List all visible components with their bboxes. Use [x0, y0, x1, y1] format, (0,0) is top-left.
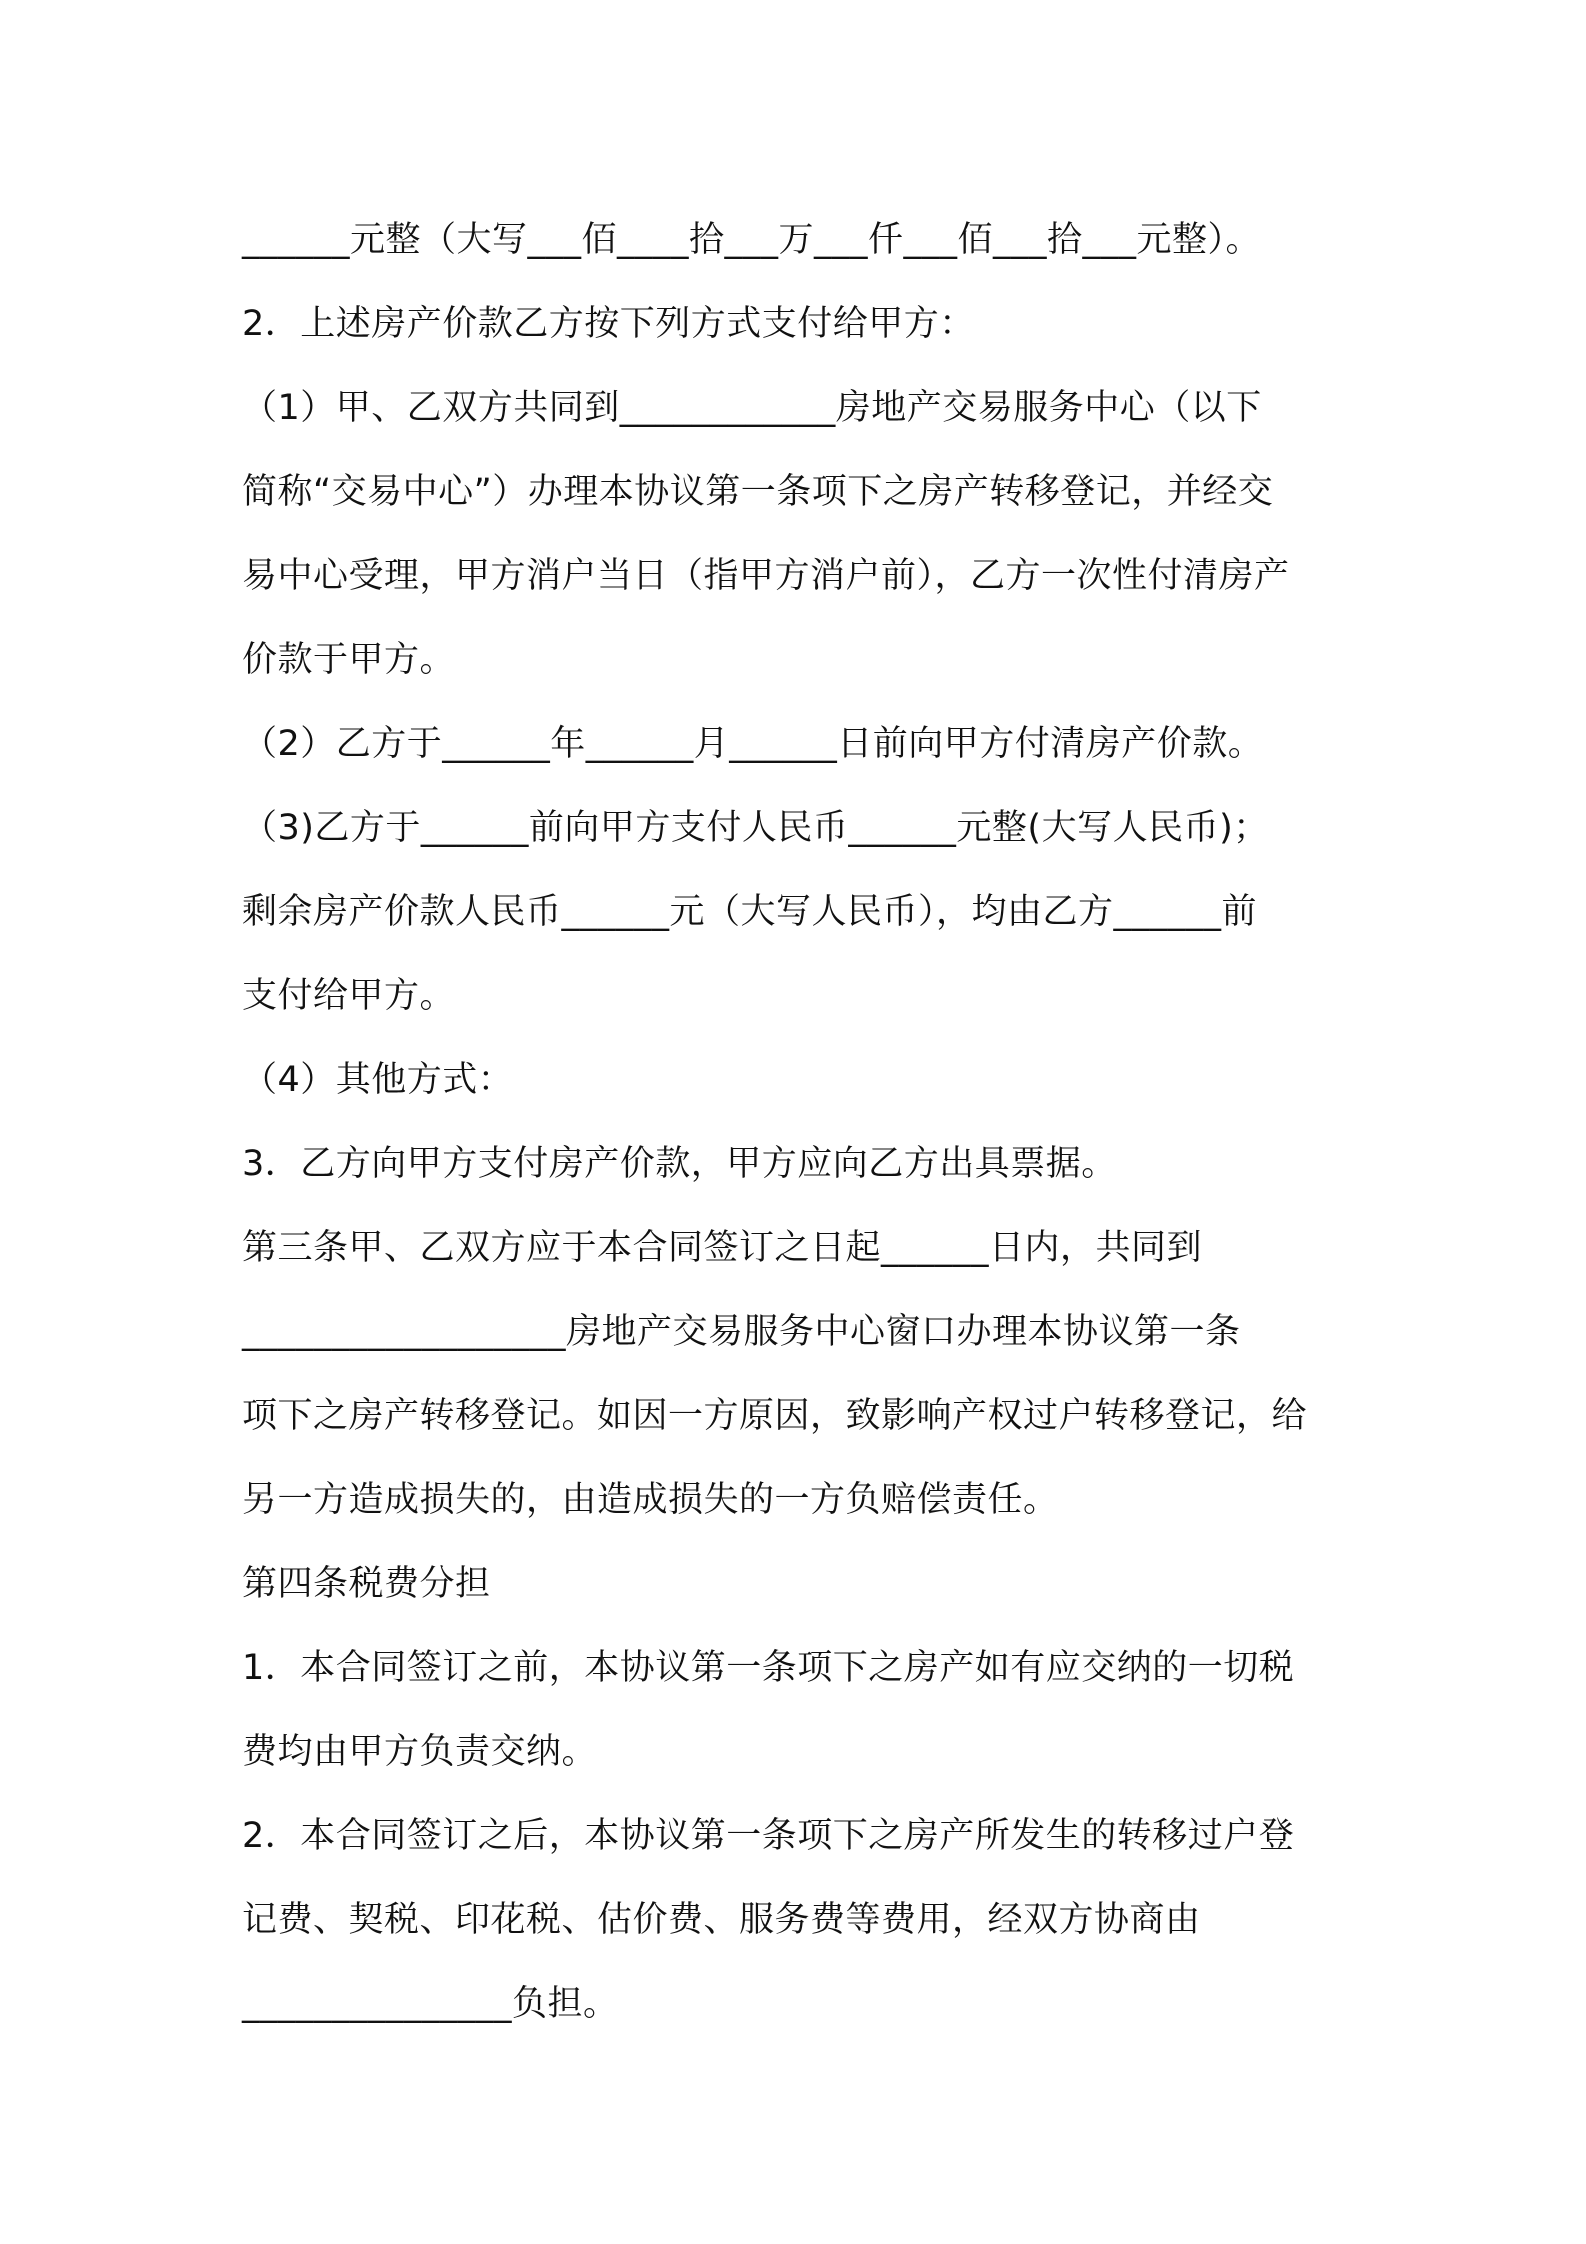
- text-line-22: _______________负担。: [242, 1984, 619, 2024]
- text-line-8: （3)乙方于______前向甲方支付人民币______元整(大写人民币)；: [242, 808, 1269, 848]
- text-line-13: 第三条甲、乙双方应于本合同签订之日起______日内，共同到: [242, 1228, 1203, 1268]
- text-line-14: __________________房地产交易服务中心窗口办理本协议第一条: [242, 1312, 1241, 1352]
- text-line-2: 2．上述房产价款乙方按下列方式支付给甲方：: [242, 304, 975, 344]
- text-line-20: 2．本合同签订之后，本协议第一条项下之房产所发生的转移过户登: [242, 1816, 1295, 1856]
- document-body: [242, 198, 1362, 2046]
- text-line-6: 价款于甲方。: [242, 640, 456, 680]
- text-line-18: 1．本合同签订之前，本协议第一条项下之房产如有应交纳的一切税: [242, 1648, 1295, 1688]
- text-line-19: 费均由甲方负责交纳。: [242, 1732, 598, 1772]
- text-line-15: 项下之房产转移登记。如因一方原因，致影响产权过户转移登记，给: [242, 1396, 1308, 1436]
- text-line-9: 剩余房产价款人民币______元（大写人民币），均由乙方______前: [242, 892, 1258, 932]
- text-line-10: 支付给甲方。: [242, 976, 456, 1016]
- text-line-12: 3．乙方向甲方支付房产价款，甲方应向乙方出具票据。: [242, 1144, 1117, 1184]
- text-line-16: 另一方造成损失的，由造成损失的一方负赔偿责任。: [242, 1480, 1059, 1520]
- text-line-11: （4）其他方式：: [242, 1060, 514, 1100]
- text-line-21: 记费、契税、印花税、估价费、服务费等费用，经双方协商由: [242, 1900, 1201, 1940]
- text-line-17: 第四条税费分担: [242, 1564, 491, 1604]
- text-line-5: 易中心受理，甲方消户当日（指甲方消户前），乙方一次性付清房产: [242, 556, 1290, 596]
- text-line-4: 简称“交易中心”）办理本协议第一条项下之房产转移登记，并经交: [242, 472, 1274, 512]
- text-line-1: ______元整（大写___佰____拾___万___仟___佰___拾___元整）。: [242, 220, 1262, 260]
- text-line-7: （2）乙方于______年______月______日前向甲方付清房产价款。: [242, 724, 1264, 764]
- text-line-3: （1）甲、乙双方共同到____________房地产交易服务中心（以下: [242, 388, 1262, 428]
